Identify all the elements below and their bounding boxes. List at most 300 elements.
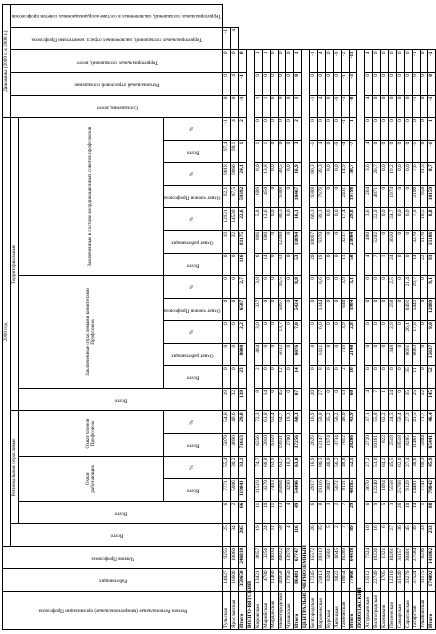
table-cell: 0 [262,366,270,389]
table-cell: 3290 [286,479,294,502]
table-cell: 7,0 [294,321,302,344]
table-cell: 22 [420,388,428,411]
table-cell: 5097 [278,298,286,321]
table-cell: 13,7 [278,321,286,344]
table-cell: 20313 [317,546,325,569]
table-cell: 41,5 [412,411,420,434]
table-cell: 1 [294,50,302,73]
table-cell: 0 [396,276,404,299]
region-name: Итого [239,592,247,630]
table-cell: 8,8 [428,208,436,231]
table-cell: 33,1 [239,456,247,479]
table-cell: 9,0 [428,321,436,344]
table-cell: 0 [286,253,294,276]
table-cell: 19,7 [412,276,420,299]
table-cell: 4 [317,50,325,73]
table-cell: 0 [420,343,428,366]
header-ri-cov-workers: Охват работающих [19,456,164,501]
table-cell: 5070 [223,434,231,457]
table-cell: 2 [254,366,262,389]
table-cell: 12,6 [262,208,270,231]
table-cell: 4 [231,27,239,50]
table-cell: 896 [254,231,262,254]
table-cell: 31157 [396,546,404,569]
table-cell: 0 [396,388,404,411]
table-cell: 22 [420,253,428,276]
table-cell: 0 [381,366,389,389]
table-cell: 0 [325,276,333,299]
table-cell: 174092 [428,569,436,592]
table-cell: 24 [388,388,396,411]
table-cell: 0 [262,321,270,344]
table-cell: 97,4 [223,140,231,163]
table-cell: 18654 [341,569,349,592]
table-cell: 822 [381,434,389,457]
table-cell: 14 [412,253,420,276]
table-row [254,5,262,630]
table-cell: 12889 [428,298,436,321]
table-cell: 10097 [310,231,318,254]
table-cell: 27 [317,388,325,411]
table-cell: 0 [396,50,404,73]
table-cell: 8 [317,366,325,389]
table-cell: 0 [270,95,278,118]
header-ri-w-pct: % [163,456,223,479]
table-cell: 8,8 [294,276,302,299]
table-cell: 0,0 [404,163,412,186]
table-cell: 27,4 [404,456,412,479]
header-tk-m-pct: % [163,163,223,186]
table-cell: 23004 [349,231,357,254]
table-cell: 9388 [310,185,318,208]
table-cell: 0 [373,95,381,118]
table-cell: 16,5 [278,276,286,299]
table-cell: 0 [412,118,420,141]
table-cell: 6 [381,524,389,547]
table-cell: 0 [396,118,404,141]
region-name: Итого [294,592,302,630]
table-cell: -1 [223,27,231,50]
table-cell: 46,4 [428,411,436,434]
header-tc-m: Охват членов Профсоюза [163,298,223,321]
table-row [349,5,357,630]
table-cell: 0,0 [381,208,389,231]
table-cell: 13894 [294,231,302,254]
table-cell: 0 [420,95,428,118]
table-cell: 39 [412,524,420,547]
table-cell: 0 [286,185,294,208]
table-cell: 0,0 [396,163,404,186]
table-cell: 2140 [349,343,357,366]
table-cell: 18,3 [286,456,294,479]
table-cell: 1094 [381,479,389,502]
table-cell: 13421 [254,569,262,592]
table-cell: 2 [239,118,247,141]
table-cell: 327 [254,298,262,321]
table-cell: 8657 [254,546,262,569]
region-name: Волгоградская [373,592,381,630]
table-cell: 0 [262,118,270,141]
table-cell: 1 [262,50,270,73]
table-cell: 23813 [317,569,325,592]
table-cell: 0 [373,366,381,389]
table-row [325,5,333,630]
table-cell: 20 [310,253,318,276]
table-cell: 3,1 [349,276,357,299]
table-cell: 0 [286,231,294,254]
table-cell: 69,3 [420,456,428,479]
table-cell: 71,7 [420,411,428,434]
table-cell: 0 [270,366,278,389]
table-cell: 59392 [239,185,247,208]
table-cell: 0 [381,231,389,254]
table-cell: 2917 [310,479,318,502]
table-cell: 12398 [278,231,286,254]
table-cell: 30,2 [231,456,239,479]
table-cell: 0 [325,73,333,96]
table-row [239,5,247,630]
table-row [357,5,365,630]
table-cell: 26,1 [404,321,412,344]
table-cell: 64418 [349,546,357,569]
table-cell: 0 [254,73,262,96]
table-cell: 0 [333,298,341,321]
table-cell: 2,7 [239,276,247,299]
table-cell: 0 [278,140,286,163]
region-name: Ярославская [231,592,239,630]
table-cell: 0 [262,343,270,366]
table-cell: 0 [286,388,294,411]
table-cell: 0 [365,343,373,366]
table-cell: 2431 [341,185,349,208]
table-cell: 35 [317,524,325,547]
table-cell: 2,8 [349,321,357,344]
region-name: Белгородская [310,592,318,630]
table-cell: 0 [270,185,278,208]
table-cell: 13 [341,388,349,411]
table-cell: 5072 [333,479,341,502]
table-cell: 0 [365,366,373,389]
table-cell: 9066 [231,163,239,186]
table-cell: 48,8 [341,456,349,479]
table-cell: 7812 [341,434,349,457]
table-cell: 2 [341,366,349,389]
table-cell: 10,5 [420,208,428,231]
table-cell: 2,2 [239,321,247,344]
table-cell: 9255 [223,546,231,569]
table-cell: 0 [286,118,294,141]
table-cell: -1 [428,140,436,163]
table-cell: 0,0 [333,163,341,186]
table-cell: 0 [373,298,381,321]
table-cell: 0 [310,118,318,141]
table-cell: 1 [254,140,262,163]
table-cell: 0 [231,343,239,366]
table-cell: 2629 [310,434,318,457]
table-cell: 4 [365,388,373,411]
table-cell: 27 [388,524,396,547]
table-cell: 4 [317,95,325,118]
table-cell: 71613 [239,434,247,457]
header-dyn-territorial: Территориальных соглашений, всего [11,50,223,73]
table-cell: -4 [341,140,349,163]
region-name: Татарстан [412,592,420,630]
table-cell: 3,6 [365,163,373,186]
table-cell: 116 [239,253,247,276]
table-cell: 22,9 [373,208,381,231]
table-cell: 0 [270,388,278,411]
table-cell: 0 [396,253,404,276]
table-cell: 64,2 [381,456,389,479]
table-cell: 6,6 [317,276,325,299]
table-cell: 264 [365,185,373,208]
table-cell: 6 [223,501,231,524]
table-cell: 0 [294,73,302,96]
table-cell: 0 [420,298,428,321]
table-cell: 26 [396,501,404,524]
table-cell: 30822 [278,546,286,569]
table-cell: 0 [310,321,318,344]
table-cell: 9022 [333,569,341,592]
table-cell: 0 [333,276,341,299]
table-cell: 0 [231,276,239,299]
table-cell: 0 [381,343,389,366]
table-cell: 2700 [286,434,294,457]
table-cell: 4 [286,524,294,547]
table-cell: 0 [420,50,428,73]
header-dyn-councils: Территориальных соглашений, заключенных в составе координационных советов профсоюзов [11,5,223,28]
header-tk-w: Охват работающих [163,231,223,254]
table-cell: 30,3 [278,208,286,231]
table-cell: 0 [223,276,231,299]
table-cell: 30,5 [278,163,286,186]
region-name: Чувашская [286,592,294,630]
table-cell: 0 [381,118,389,141]
table-cell: 2 [333,524,341,547]
table-cell: 24,5 [388,411,396,434]
table-cell: 24 [262,524,270,547]
table-cell: 0 [381,73,389,96]
table-cell: 0 [428,73,436,96]
table-cell: 1 [294,95,302,118]
table-cell: 29 [349,501,357,524]
table-cell: 7771 [223,479,231,502]
table-cell: 8 [254,388,262,411]
table-cell: 19798 [349,185,357,208]
table-cell: 59,8 [317,411,325,434]
table-cell: 0 [325,321,333,344]
table-cell: 6663 [412,343,420,366]
region-name: ПОВОЛЖСКИЙ [357,587,364,628]
header-tc-m-pct: % [163,276,223,299]
table-cell: 10 [349,366,357,389]
table-cell: 1705 [381,569,389,592]
table-cell: 37524 [412,569,420,592]
table-cell: 67747 [294,546,302,569]
table-row [404,5,412,630]
table-cell: 0 [270,298,278,321]
table-cell: 4890 [231,434,239,457]
table-cell: 63,4 [270,411,278,434]
table-cell: 22,6 [239,208,247,231]
table-cell: 0 [254,118,262,141]
table-cell: 0 [231,50,239,73]
table-cell: 74,7 [254,456,262,479]
table-cell: 4 [365,50,373,73]
table-cell: 25768 [396,479,404,502]
table-cell: 28286 [349,434,357,457]
header-tk-x1: Всего [163,140,223,163]
table-row [365,5,373,630]
table-cell: 1 [381,253,389,276]
table-cell: 60,3 [310,163,318,186]
table-cell: 3270 [262,479,270,502]
table-cell: 0 [317,118,325,141]
table-cell: 32 [231,231,239,254]
table-cell: 5558 [388,479,396,502]
table-cell: 14 [262,388,270,411]
region-name: Итого [428,592,436,630]
table-cell: -1 [412,140,420,163]
table-cell: 10 [262,501,270,524]
table-cell: 19,3 [286,411,294,434]
table-cell: 1 [239,140,247,163]
table-cell: 0 [223,50,231,73]
table-cell: 8284 [325,569,333,592]
table-cell: 21,4 [404,276,412,299]
table-cell: 0 [333,321,341,344]
table-cell: 12921 [223,208,231,231]
table-cell: 30,7 [349,163,357,186]
table-cell: 3 [294,140,302,163]
table-cell: 45,9 [428,456,436,479]
table-cell: 0 [365,276,373,299]
region-name: Пензенская [388,592,396,630]
table-cell: -7 [349,140,357,163]
table-cell: 3256 [262,546,270,569]
table-cell: 0 [420,321,428,344]
table-cell: 1974 [325,434,333,457]
table-cell: 32 [231,388,239,411]
table-cell: 64,7 [278,411,286,434]
table-cell: 12210 [388,569,396,592]
table-cell: 9018 [223,163,231,186]
header-tc-w: Охват работающих [163,343,223,366]
table-cell: 13186 [428,231,436,254]
table-cell: 58 [278,524,286,547]
table-cell: -1 [239,73,247,96]
table-cell: 17,4 [341,208,349,231]
table-cell: 38,6 [412,456,420,479]
table-cell: 61,8 [262,411,270,434]
table-cell: 0 [373,343,381,366]
district-spacer [246,50,254,592]
table-cell: 8691 [404,343,412,366]
table-cell: 7 [373,253,381,276]
table-cell: 20 [310,388,318,411]
table-cell: -8 [349,95,357,118]
table-cell: 6 [365,501,373,524]
table-cell: 3 [325,501,333,524]
table-cell: 0 [239,50,247,73]
table-cell: 35,2 [325,411,333,434]
table-cell: 39,3 [317,163,325,186]
table-cell: 0 [365,118,373,141]
table-cell: 0 [286,50,294,73]
table-cell: -1 [412,95,420,118]
table-cell: 0 [286,95,294,118]
table-cell: 43,9 [349,411,357,434]
table-cell: 45 [404,524,412,547]
table-cell: 77068 [349,569,357,592]
table-row [317,5,325,630]
table-cell: 17950 [286,569,294,592]
table-cell: 0 [270,343,278,366]
table-cell: -3 [341,95,349,118]
table-cell: 0 [325,95,333,118]
table-cell: 0 [404,253,412,276]
table-cell: 0 [310,366,318,389]
table-cell: 9388 [278,185,286,208]
table-cell: 6491 [404,298,412,321]
table-cell: -11 [349,50,357,73]
table-cell: 12147 [317,434,325,457]
table-cell: 0 [278,118,286,141]
table-cell: 0 [325,253,333,276]
table-cell: 0 [388,95,396,118]
region-name: Самарская [396,592,404,630]
table-cell: 0 [396,343,404,366]
table-row [302,5,310,630]
table-cell: 6256 [254,434,262,457]
table-cell: 18518 [396,434,404,457]
table-cell: 12240 [373,479,381,502]
table-cell: 7741 [420,479,428,502]
table-cell: 0 [325,140,333,163]
table-body [223,5,436,630]
table-cell: 0 [333,343,341,366]
table-cell: 14,9 [341,163,349,186]
table-cell: -1 [412,50,420,73]
table-cell: 26,7 [373,163,381,186]
table-cell: 0 [373,73,381,96]
table-cell: 3807 [325,479,333,502]
table-cell: 80,3 [317,456,325,479]
table-cell: 89 [349,524,357,547]
table-cell: 0 [381,50,389,73]
table-cell: 0 [396,366,404,389]
header-dyn-total: Соглашения, всего [11,95,223,118]
table-cell: 464 [254,343,262,366]
table-cell: 6076 [294,343,302,366]
table-cell: 0 [365,298,373,321]
table-cell: 0 [262,73,270,96]
table-cell: 11 [270,501,278,524]
table-cell: 68,8 [262,456,270,479]
table-cell: 79842 [428,479,436,502]
table-cell: 0 [286,140,294,163]
table-cell: 60 [349,388,357,411]
table-cell: 34 [231,524,239,547]
region-name: Тамбовская [341,592,349,630]
header-t-councils: Заключенные в составе координационных советов профсоюзов [19,118,164,276]
header-tk-w-pct: % [163,208,223,231]
table-cell: 26094 [278,479,286,502]
table-cell: 10 [404,501,412,524]
table-cell: 4 [231,118,239,141]
table-cell: 2,9 [388,321,396,344]
table-cell: 0 [325,231,333,254]
